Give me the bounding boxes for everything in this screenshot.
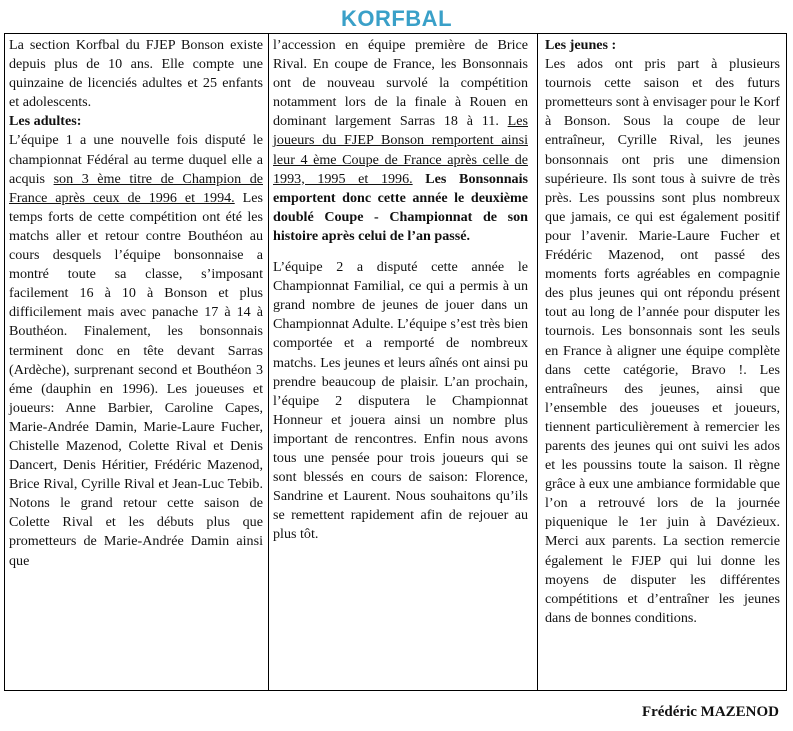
column-divider-1 — [268, 33, 269, 691]
adults-heading: Les adultes: — [9, 113, 82, 130]
adults-text-a: L’équipe 1 a une nouvelle fois disputé le championnat Fédéral au terme duquel elle a acquis — [9, 132, 263, 187]
adults-paragraph — [9, 131, 263, 570]
youth-paragraph: Les ados ont pris part à plusieurs tournois cette saison et des futurs prometteurs sont à envisager pour le Korf à Bonson. Sous la coupe de leur entraîneur, Cyrille Rival, les jeunes bonsonnais ont pris une dimension supérieure. Ils sont tous à suivre de très près. Les poussins sont plus nombreux que jamais, ce qui est également positif pour l’avenir. Marie-Laure Fucher et Frédéric Mazenod, ont passé des moments forts agréables en compagnie des plus jeunes qui ont répondu présent tout au long de l’année pour disputer les tournois. Les bonsonnais sont les seuls en France à aligner une équipe complète dans cette catégorie, Bravo !. Les entraîneurs des jeunes, ainsi que l’ensemble des joueuses et joueurs, tiennent particulièrement à remercier les parents des jeunes qui ont suivi les ados et les poussins toute la saison. Il règne grâce à eux une ambiance formidable que l’on a retrouvé lors de la journée piquenique le 1er juin à Davézieux. Merci aux parents. La section remercie également le FJEP qui lui donne les moyens de disputer les différentes compétitions et d’entraîner les jeunes dans de bonnes conditions. — [545, 56, 780, 626]
column-2 — [273, 36, 528, 544]
adults-title-underlined: son 3 ème titre de Champion de France après ceux de 1996 et 1994. — [9, 170, 263, 206]
youth-heading: Les jeunes : — [545, 37, 617, 53]
author-signature: Frédéric MAZENOD — [641, 704, 779, 720]
intro-paragraph: La section Korfbal du FJEP Bonson existe depuis plus de 10 ans. Elle compte une quinzaine de licenciés adultes et 25 enfants et adolescents. — [9, 37, 263, 111]
cup-text-a: l’accession en équipe première de Brice Rival. En coupe de France, les Bonsonnais ont de nouveau survolé la compétition notamment lors de la finale à Rouen en dominant largement Sarras 18 à 11. — [273, 37, 528, 130]
column-divider-2 — [537, 33, 538, 691]
column-3 — [545, 36, 780, 628]
cup-bold: Les Bonsonnais emportent donc cette année le deuxième doublé Coupe - Championnat de son histoire après celui de l’an passé. — [273, 170, 528, 244]
adults-text-b: Les temps forts de cette compétition ont été les matchs aller et retour contre Bouthéon au cours desquels l’équipe bonsonnaise a montré toute sa classe, s’imposant facilement 16 à 10 à Bonson et plus difficilement mais avec panache 17 à 14 à Bouthéon. Finalement, les bonsonnais terminent donc en tête devant Sarras (Ardèche), surprenant second et Bouthéon 3 éme (dauphin en 1996). Les joueuses et joueurs: Anne Barbier, Caroline Capes, Marie-Andrée Damin, Marie-Laure Fucher, Chistelle Mazenod, Colette Rival et Denis Dancert, Denis Héritier, Frédéric Mazenod, Brice Rival, Cyrille Rival et Jean-Luc Tebib. Notons le grand retour cette saison de Colette Rival et les débuts plus que prometteurs de Marie-Andrée Damin ainsi que — [9, 189, 263, 569]
cup-paragraph — [273, 36, 528, 246]
team2-paragraph: L’équipe 2 a disputé cette année le Championnat Familial, ce qui a permis à un grand nombre de jeunes de jouer dans un Championnat Adulte. L’équipe s’est très bien comportée et a remporté de nombreux matchs. Les jeunes et leurs aînés ont ainsi pu prendre beaucoup de plaisir. L’an prochain, l’équipe 2 disputera le Championnat Honneur et jouera ainsi un nombre plus important de rencontres. Enfin nous avons tous une pensée pour trois joueurs qui se sont blessés en cours de saison: Florence, Sandrine et Laurent. Nous souhaitons qu’ils se remettent rapidement afin de rejouer au plus tôt. — [273, 259, 528, 543]
cup-underlined: Les joueurs du FJEP Bonson remportent ainsi leur 4 ème Coupe de France après celle de 1993, 1995 et 1996. — [273, 113, 528, 187]
column-1 — [9, 36, 263, 571]
article-title: KORFBAL — [340, 6, 453, 31]
